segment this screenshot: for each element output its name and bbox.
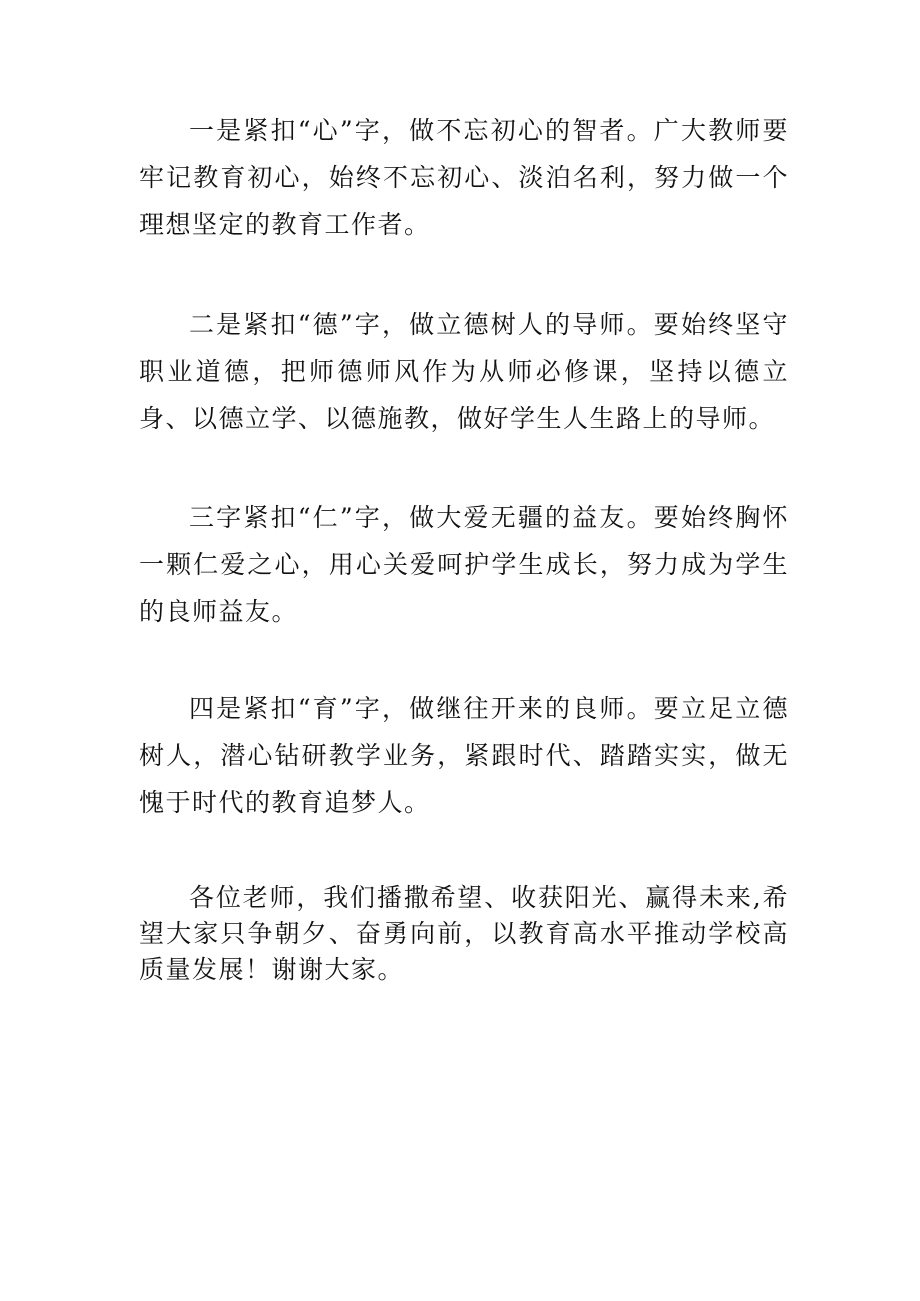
paragraph-1: 一是紧扣“心”字，做不忘初心的智者。广大教师要牢记教育初心，始终不忘初心、淡泊名利，努力做一个理想坚定的教育工作者。 [139,116,789,239]
paragraph-2: 二是紧扣“德”字，做立德树人的导师。要始终坚守职业道德，把师德师风作为从师必修课，坚持以德立身、以德立学、以德施教，做好学生人生路上的导师。 [139,310,789,433]
paragraph-4: 四是紧扣“育”字，做继往开来的良师。要立足立德树人，潜心钻研教学业务，紧跟时代、踏踏实实，做无愧于时代的教育追梦人。 [139,694,789,817]
paragraph-5: 各位老师，我们播撒希望、收获阳光、赢得未来,希望大家只争朝夕、奋勇向前，以教育高水平推动学校高质量发展！谢谢大家。 [139,883,789,984]
paragraph-3: 三字紧扣“仁”字，做大爱无疆的益友。要始终胸怀一颗仁爱之心，用心关爱呵护学生成长，努力成为学生的良师益友。 [139,503,789,626]
